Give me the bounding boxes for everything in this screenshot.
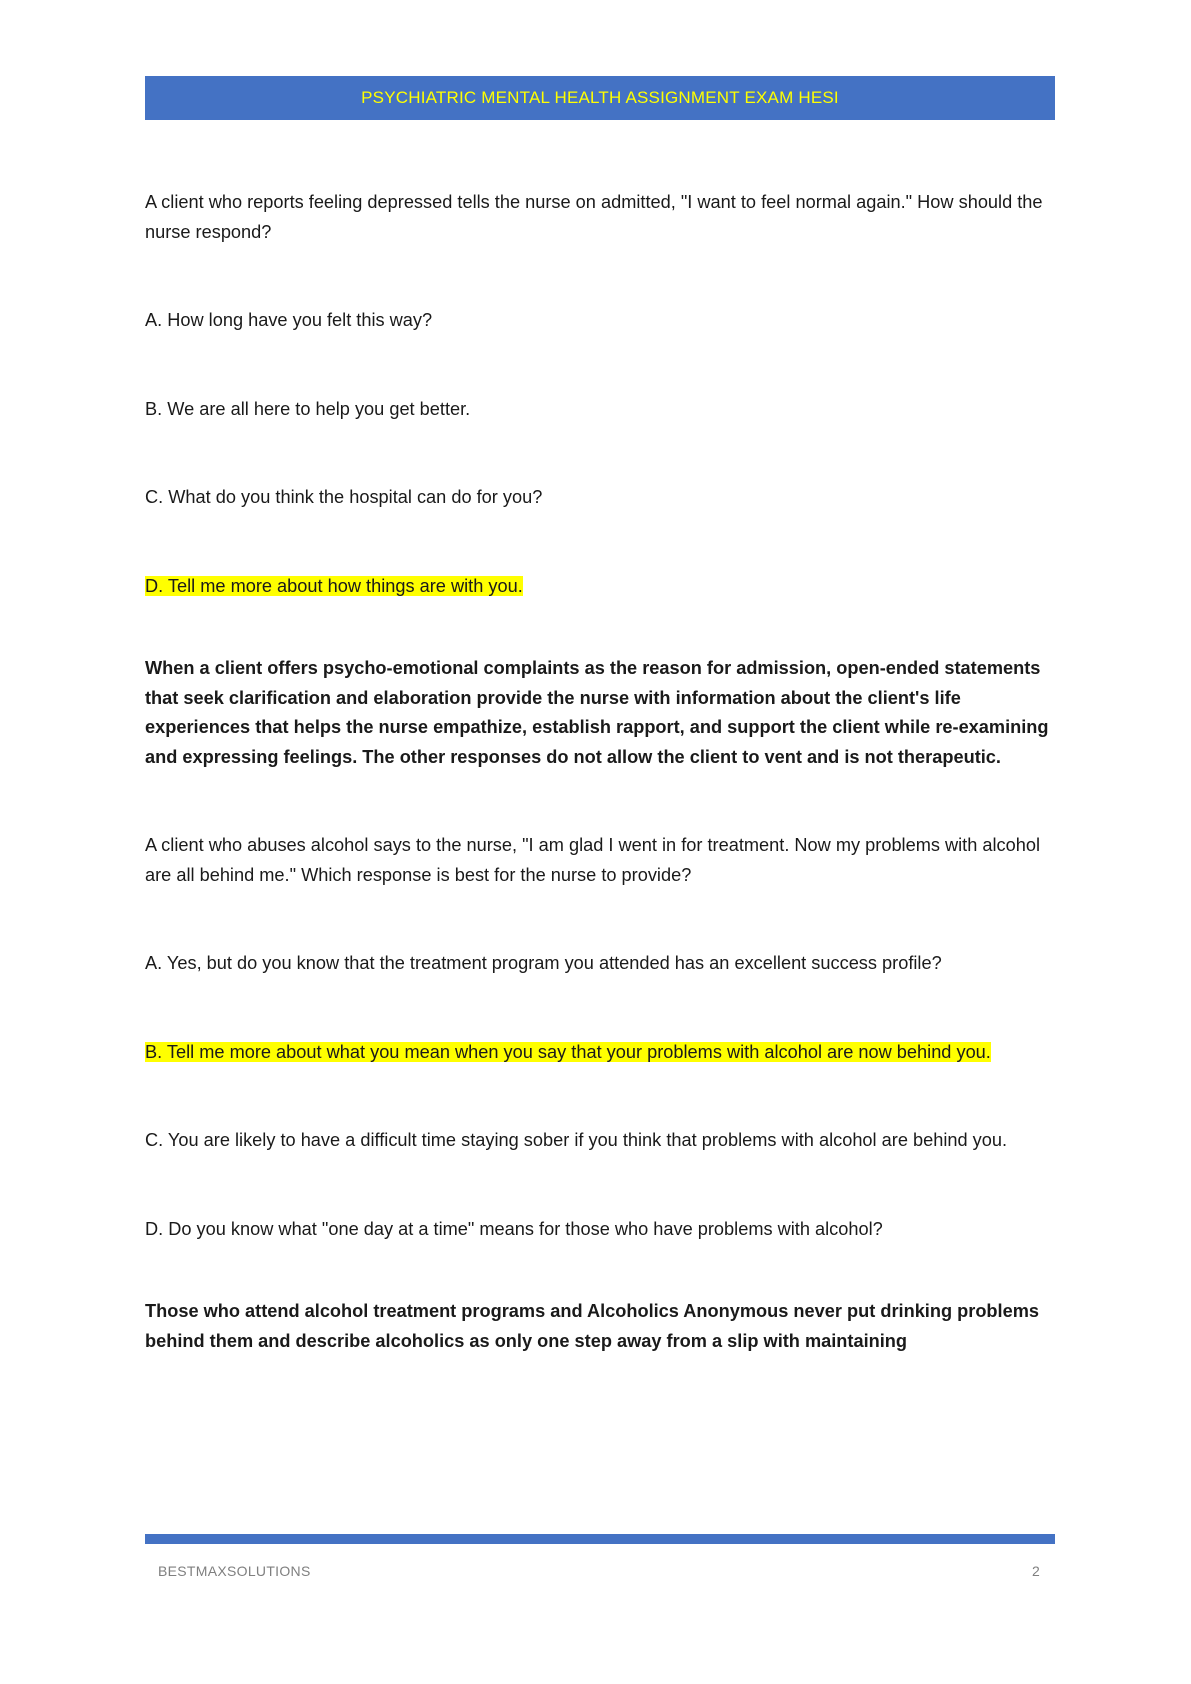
document-title: PSYCHIATRIC MENTAL HEALTH ASSIGNMENT EXAM HESI <box>361 88 839 107</box>
question-2-option-d: D. Do you know what "one day at a time" means for those who have problems with alcohol? <box>145 1218 883 1239</box>
page-number: 2 <box>1032 1563 1040 1579</box>
footer-bar <box>145 1534 1055 1544</box>
footer-brand: BESTMAXSOLUTIONS <box>158 1563 311 1579</box>
header-bar <box>145 76 1055 120</box>
question-1-option-b: B. We are all here to help you get better. <box>145 398 471 419</box>
question-1-stem: A client who reports feeling depressed tells the nurse on admitted, "I want to feel normal again." How should the nurse respond? <box>145 192 1043 242</box>
page-content <box>145 188 1050 1356</box>
question-2-stem: A client who abuses alcohol says to the nurse, "I am glad I went in for treatment. Now my problems with alcohol are all behind me." Which response is best for the nurse to provide? <box>145 835 1041 885</box>
question-1-option-d-correct: D. Tell me more about how things are with you. <box>145 575 523 596</box>
question-1-rationale: When a client offers psycho-emotional complaints as the reason for admission, open-ended statements that seek clarification and elaboration provide the nurse with information about the client's life experiences that helps the nurse empathize, establish rapport, and support the client while re-examining and expressing feelings. The other responses do not allow the client to vent and is not therapeutic. <box>145 658 1049 767</box>
question-2-option-a: A. Yes, but do you know that the treatment program you attended has an excellent success profile? <box>145 953 942 973</box>
question-2-option-b-correct: B. Tell me more about what you mean when you say that your problems with alcohol are now behind you. <box>145 1041 991 1062</box>
question-1-option-c: C. What do you think the hospital can do for you? <box>145 487 543 507</box>
question-1-option-a: A. How long have you felt this way? <box>145 310 433 330</box>
question-2-rationale: Those who attend alcohol treatment programs and Alcoholics Anonymous never put drinking problems behind them and describe alcoholics as only one step away from a slip with maintaining <box>145 1301 1039 1351</box>
question-2-option-c: C. You are likely to have a difficult time staying sober if you think that problems with alcohol are behind you. <box>145 1130 1008 1150</box>
